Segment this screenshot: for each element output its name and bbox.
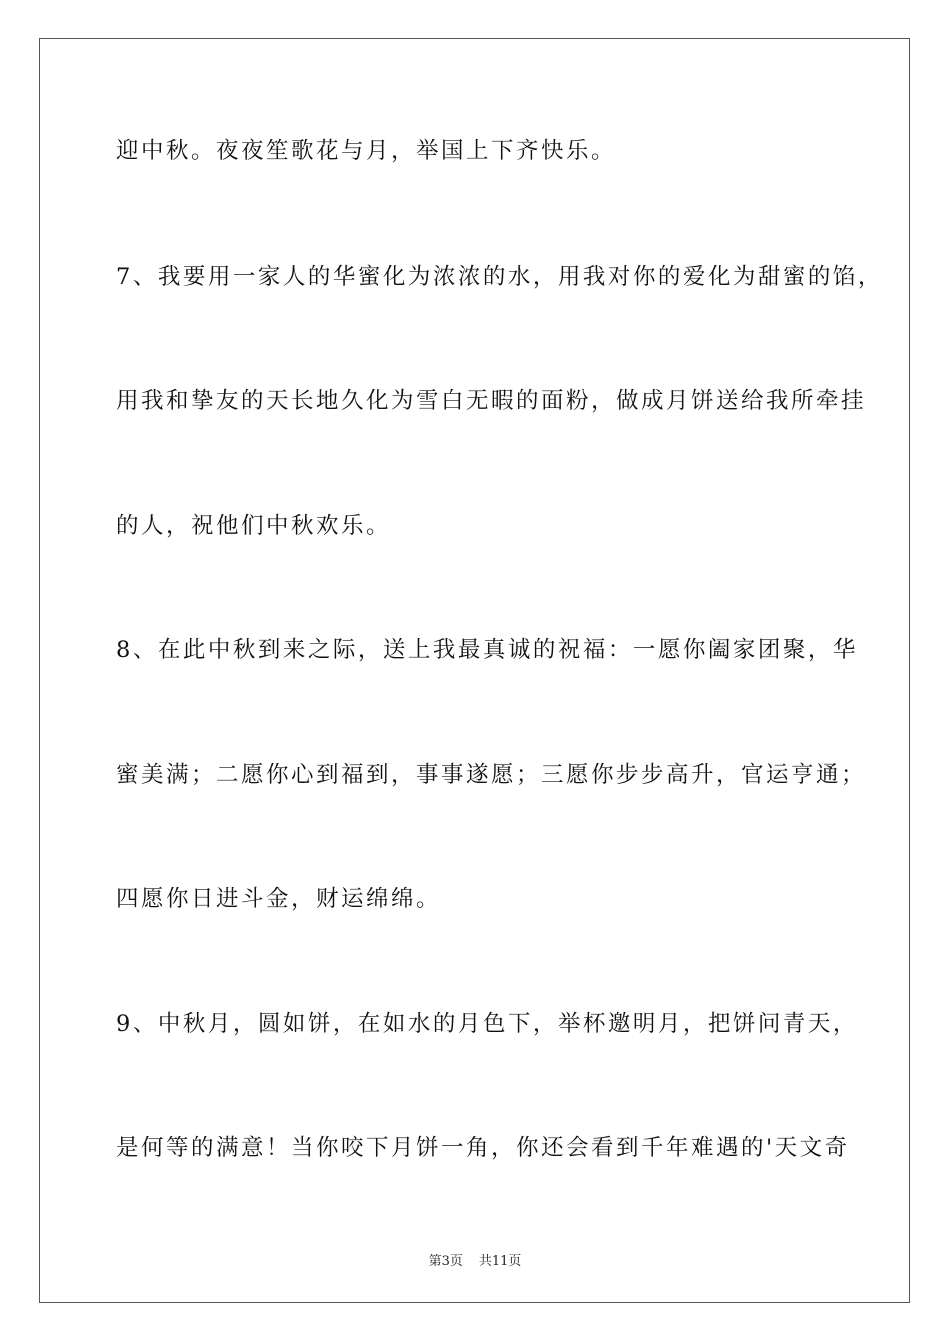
text-line-8: 9、中秋月，圆如饼，在如水的月色下，举杯邀明月，把饼问青天， [116, 1011, 858, 1037]
text-line-7: 四愿你日进斗金，财运绵绵。 [116, 886, 442, 912]
page-border [39, 38, 910, 1303]
text-line-1: 迎中秋。夜夜笙歌花与月，举国上下齐快乐。 [116, 138, 617, 164]
page-footer [0, 1250, 950, 1269]
text-line-5: 8、在此中秋到来之际，送上我最真诚的祝福：一愿你阖家团聚，华 [116, 637, 858, 663]
text-line-6: 蜜美满；二愿你心到福到，事事遂愿；三愿你步步高升，官运亨通； [116, 762, 867, 788]
text-line-3: 用我和挚友的天长地久化为雪白无暇的面粉，做成月饼送给我所牵挂 [116, 388, 867, 414]
text-line-4: 的人，祝他们中秋欢乐。 [116, 513, 392, 539]
page-total: 共11页 [478, 1254, 522, 1269]
page-number: 第3页 [428, 1254, 463, 1269]
text-line-9: 是何等的满意！当你咬下月饼一角，你还会看到千年难遇的'天文奇 [116, 1135, 850, 1161]
text-line-2: 7、我要用一家人的华蜜化为浓浓的水，用我对你的爱化为甜蜜的馅， [116, 264, 883, 290]
